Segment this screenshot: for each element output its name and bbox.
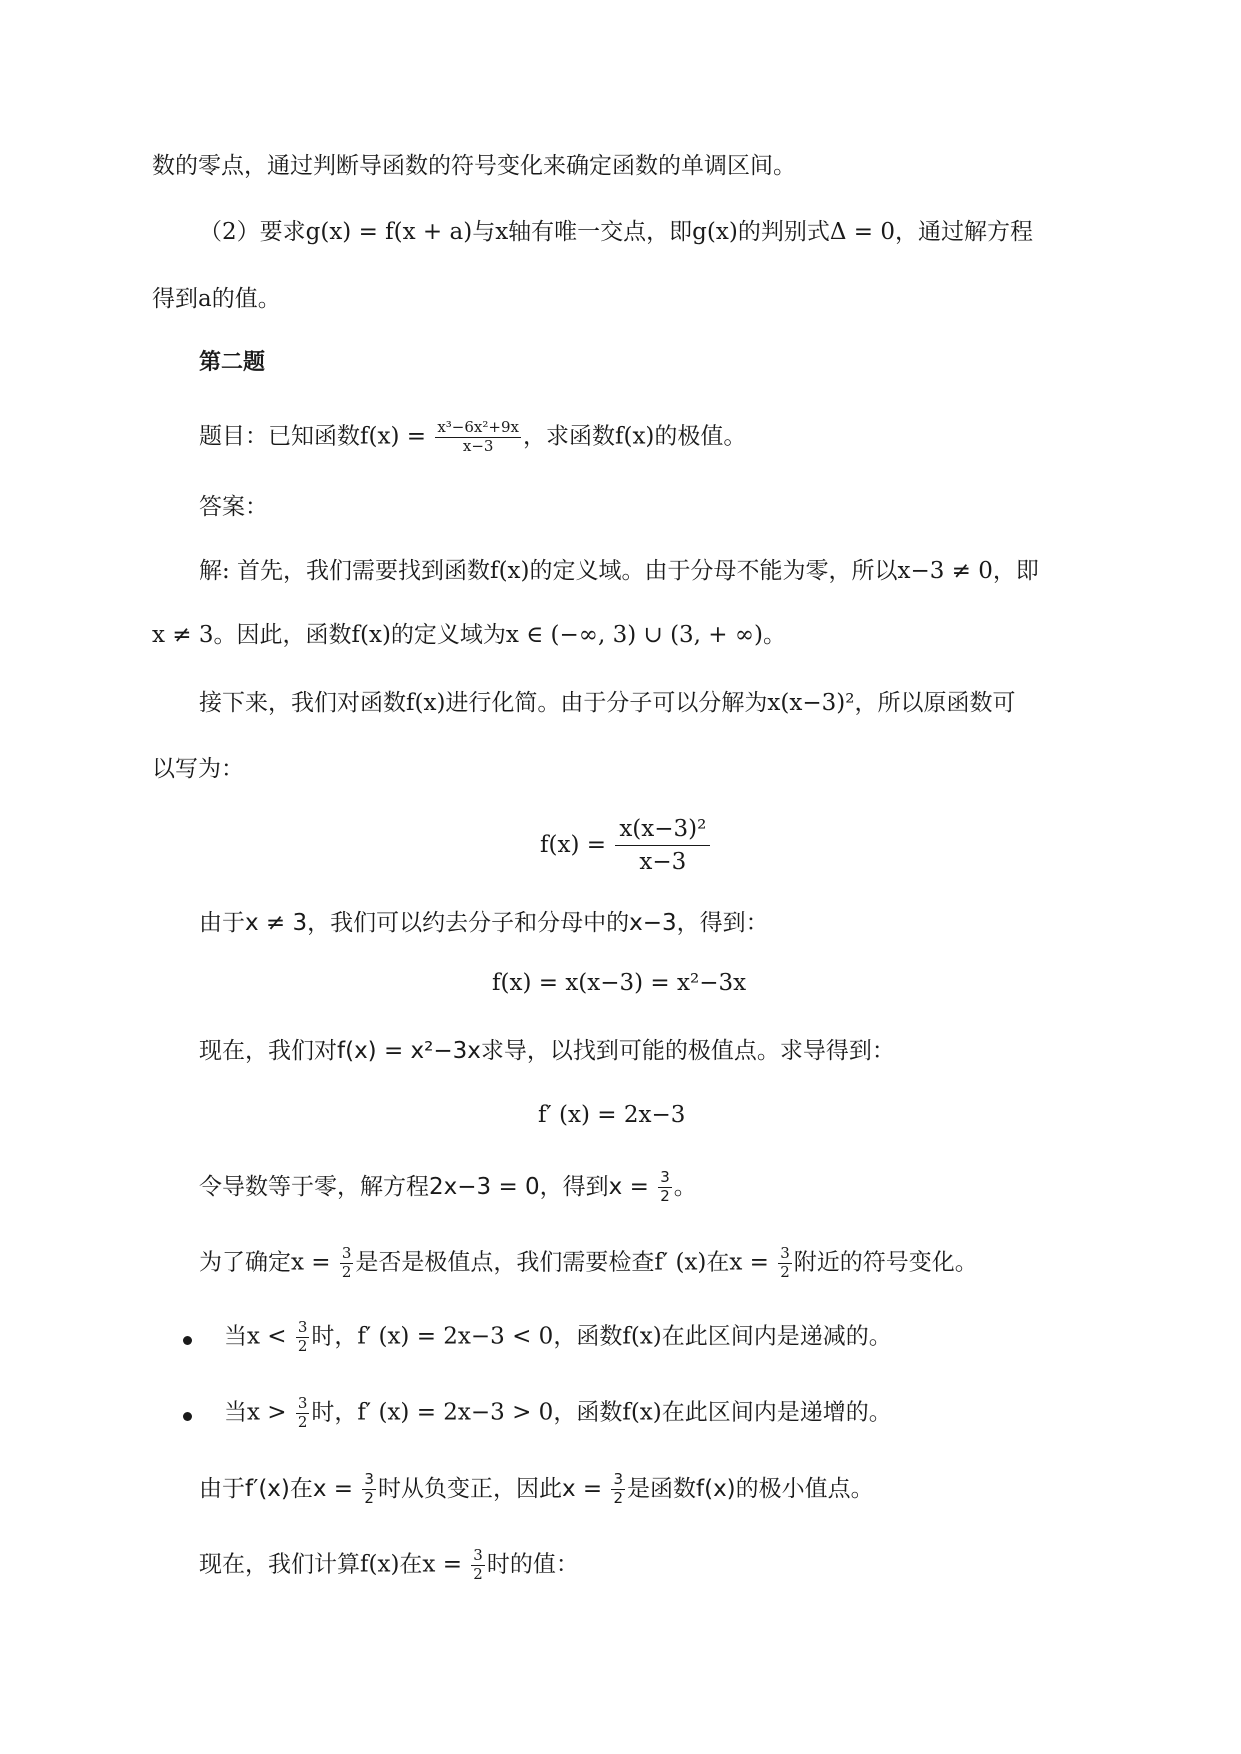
inline-fraction xyxy=(778,1246,792,1281)
equation-fraction xyxy=(615,816,710,876)
bullet-item xyxy=(224,1396,892,1431)
question-prefix: 题目：已知函数f(x) = xyxy=(199,423,434,450)
question-fraction xyxy=(435,420,521,455)
display-equation-2: f(x) = x(x−3) = x²−3x xyxy=(492,970,747,996)
fraction-numerator: 3 xyxy=(780,1244,790,1262)
text-segment: 附近的符号变化。 xyxy=(793,1249,978,1276)
text-segment: 当x > xyxy=(224,1399,294,1426)
fraction-numerator: x(x−3)² xyxy=(615,816,710,846)
fraction-numerator: 3 xyxy=(297,1394,308,1412)
paragraph-line: 以写为： xyxy=(152,756,244,782)
fraction-numerator: 3 xyxy=(613,1470,623,1488)
bullet-item xyxy=(224,1320,892,1355)
inline-fraction xyxy=(340,1246,354,1281)
bullet-icon xyxy=(183,1336,192,1345)
display-equation-1 xyxy=(540,816,712,876)
display-equation-3: f′ (x) = 2x−3 xyxy=(538,1102,686,1128)
inline-fraction xyxy=(362,1472,376,1507)
paragraph-line xyxy=(199,1548,579,1583)
fraction-denominator: x−3 xyxy=(462,436,494,455)
fraction-denominator: x−3 xyxy=(639,849,687,876)
paragraph-line: 接下来，我们对函数f(x)进行化简。由于分子可以分解为x(x−3)²，所以原函数可 xyxy=(199,690,1016,716)
fraction-denominator: 2 xyxy=(473,1564,483,1583)
text-segment: 时，f′ (x) = 2x−3 > 0，函数f(x)在此区间内是递增的。 xyxy=(311,1399,892,1426)
fraction-denominator: 2 xyxy=(341,1262,352,1281)
fraction-denominator: 2 xyxy=(297,1336,308,1355)
fraction-denominator: 2 xyxy=(613,1488,623,1507)
paragraph-line: 由于x ≠ 3，我们可以约去分子和分母中的x−3，得到： xyxy=(199,910,769,936)
paragraph-line xyxy=(199,1246,978,1281)
text-segment: 。 xyxy=(673,1173,697,1200)
paragraph-line: x ≠ 3。因此，函数f(x)的定义域为x ∈ (−∞, 3) ∪ (3, + ∞)。 xyxy=(152,622,787,648)
text-segment: 时，f′ (x) = 2x−3 < 0，函数f(x)在此区间内是递减的。 xyxy=(311,1323,892,1350)
paragraph-line: 现在，我们对f(x) = x²−3x求导，以找到可能的极值点。求导得到： xyxy=(199,1038,895,1064)
bullet-icon xyxy=(183,1412,192,1421)
inline-fraction xyxy=(296,1396,310,1431)
fraction-denominator: 2 xyxy=(364,1488,374,1507)
question-suffix: ，求函数f(x)的极值。 xyxy=(522,423,747,450)
fraction-numerator: x³−6x²+9x xyxy=(437,418,519,436)
paragraph-line: （2）要求g(x) = f(x + a)与x轴有唯一交点，即g(x)的判别式Δ = 0，通过解方程 xyxy=(199,219,1033,245)
inline-fraction xyxy=(658,1170,672,1205)
text-segment: 现在，我们计算f(x)在x = xyxy=(199,1551,470,1578)
text-segment: 令导数等于零，解方程2x−3 = 0，得到x = xyxy=(199,1173,657,1200)
section-heading: 第二题 xyxy=(199,350,266,375)
paragraph-line xyxy=(199,1472,874,1507)
text-segment: 由于f′(x)在x = xyxy=(199,1475,361,1502)
fraction-denominator: 2 xyxy=(297,1412,308,1431)
inline-fraction xyxy=(611,1472,625,1507)
fraction-numerator: 3 xyxy=(473,1546,483,1564)
text-segment: 时的值： xyxy=(486,1551,579,1578)
text-segment: 时从负变正，因此x = xyxy=(377,1475,610,1502)
text-segment: 是函数f(x)的极小值点。 xyxy=(627,1475,874,1502)
fraction-denominator: 2 xyxy=(780,1262,790,1281)
inline-fraction xyxy=(471,1548,485,1583)
paragraph-line xyxy=(199,1170,697,1205)
answer-label: 答案： xyxy=(199,494,268,520)
fraction-numerator: 3 xyxy=(297,1318,308,1336)
paragraph-line: 数的零点，通过判断导函数的符号变化来确定函数的单调区间。 xyxy=(152,153,796,179)
fraction-numerator: 3 xyxy=(364,1470,374,1488)
text-segment: 是否是极值点，我们需要检查f′ (x)在x = xyxy=(355,1249,777,1276)
paragraph-line: 得到a的值。 xyxy=(152,286,281,312)
paragraph-line: 解: 首先，我们需要找到函数f(x)的定义域。由于分母不能为零，所以x−3 ≠ 0，即 xyxy=(199,558,1039,584)
text-segment: 为了确定x = xyxy=(199,1249,338,1276)
fraction-denominator: 2 xyxy=(660,1186,670,1205)
fraction-numerator: 3 xyxy=(341,1244,352,1262)
question-line xyxy=(199,420,746,455)
inline-fraction xyxy=(296,1320,310,1355)
equation-left: f(x) = xyxy=(540,831,614,858)
text-segment: 当x < xyxy=(224,1323,294,1350)
fraction-numerator: 3 xyxy=(660,1168,670,1186)
